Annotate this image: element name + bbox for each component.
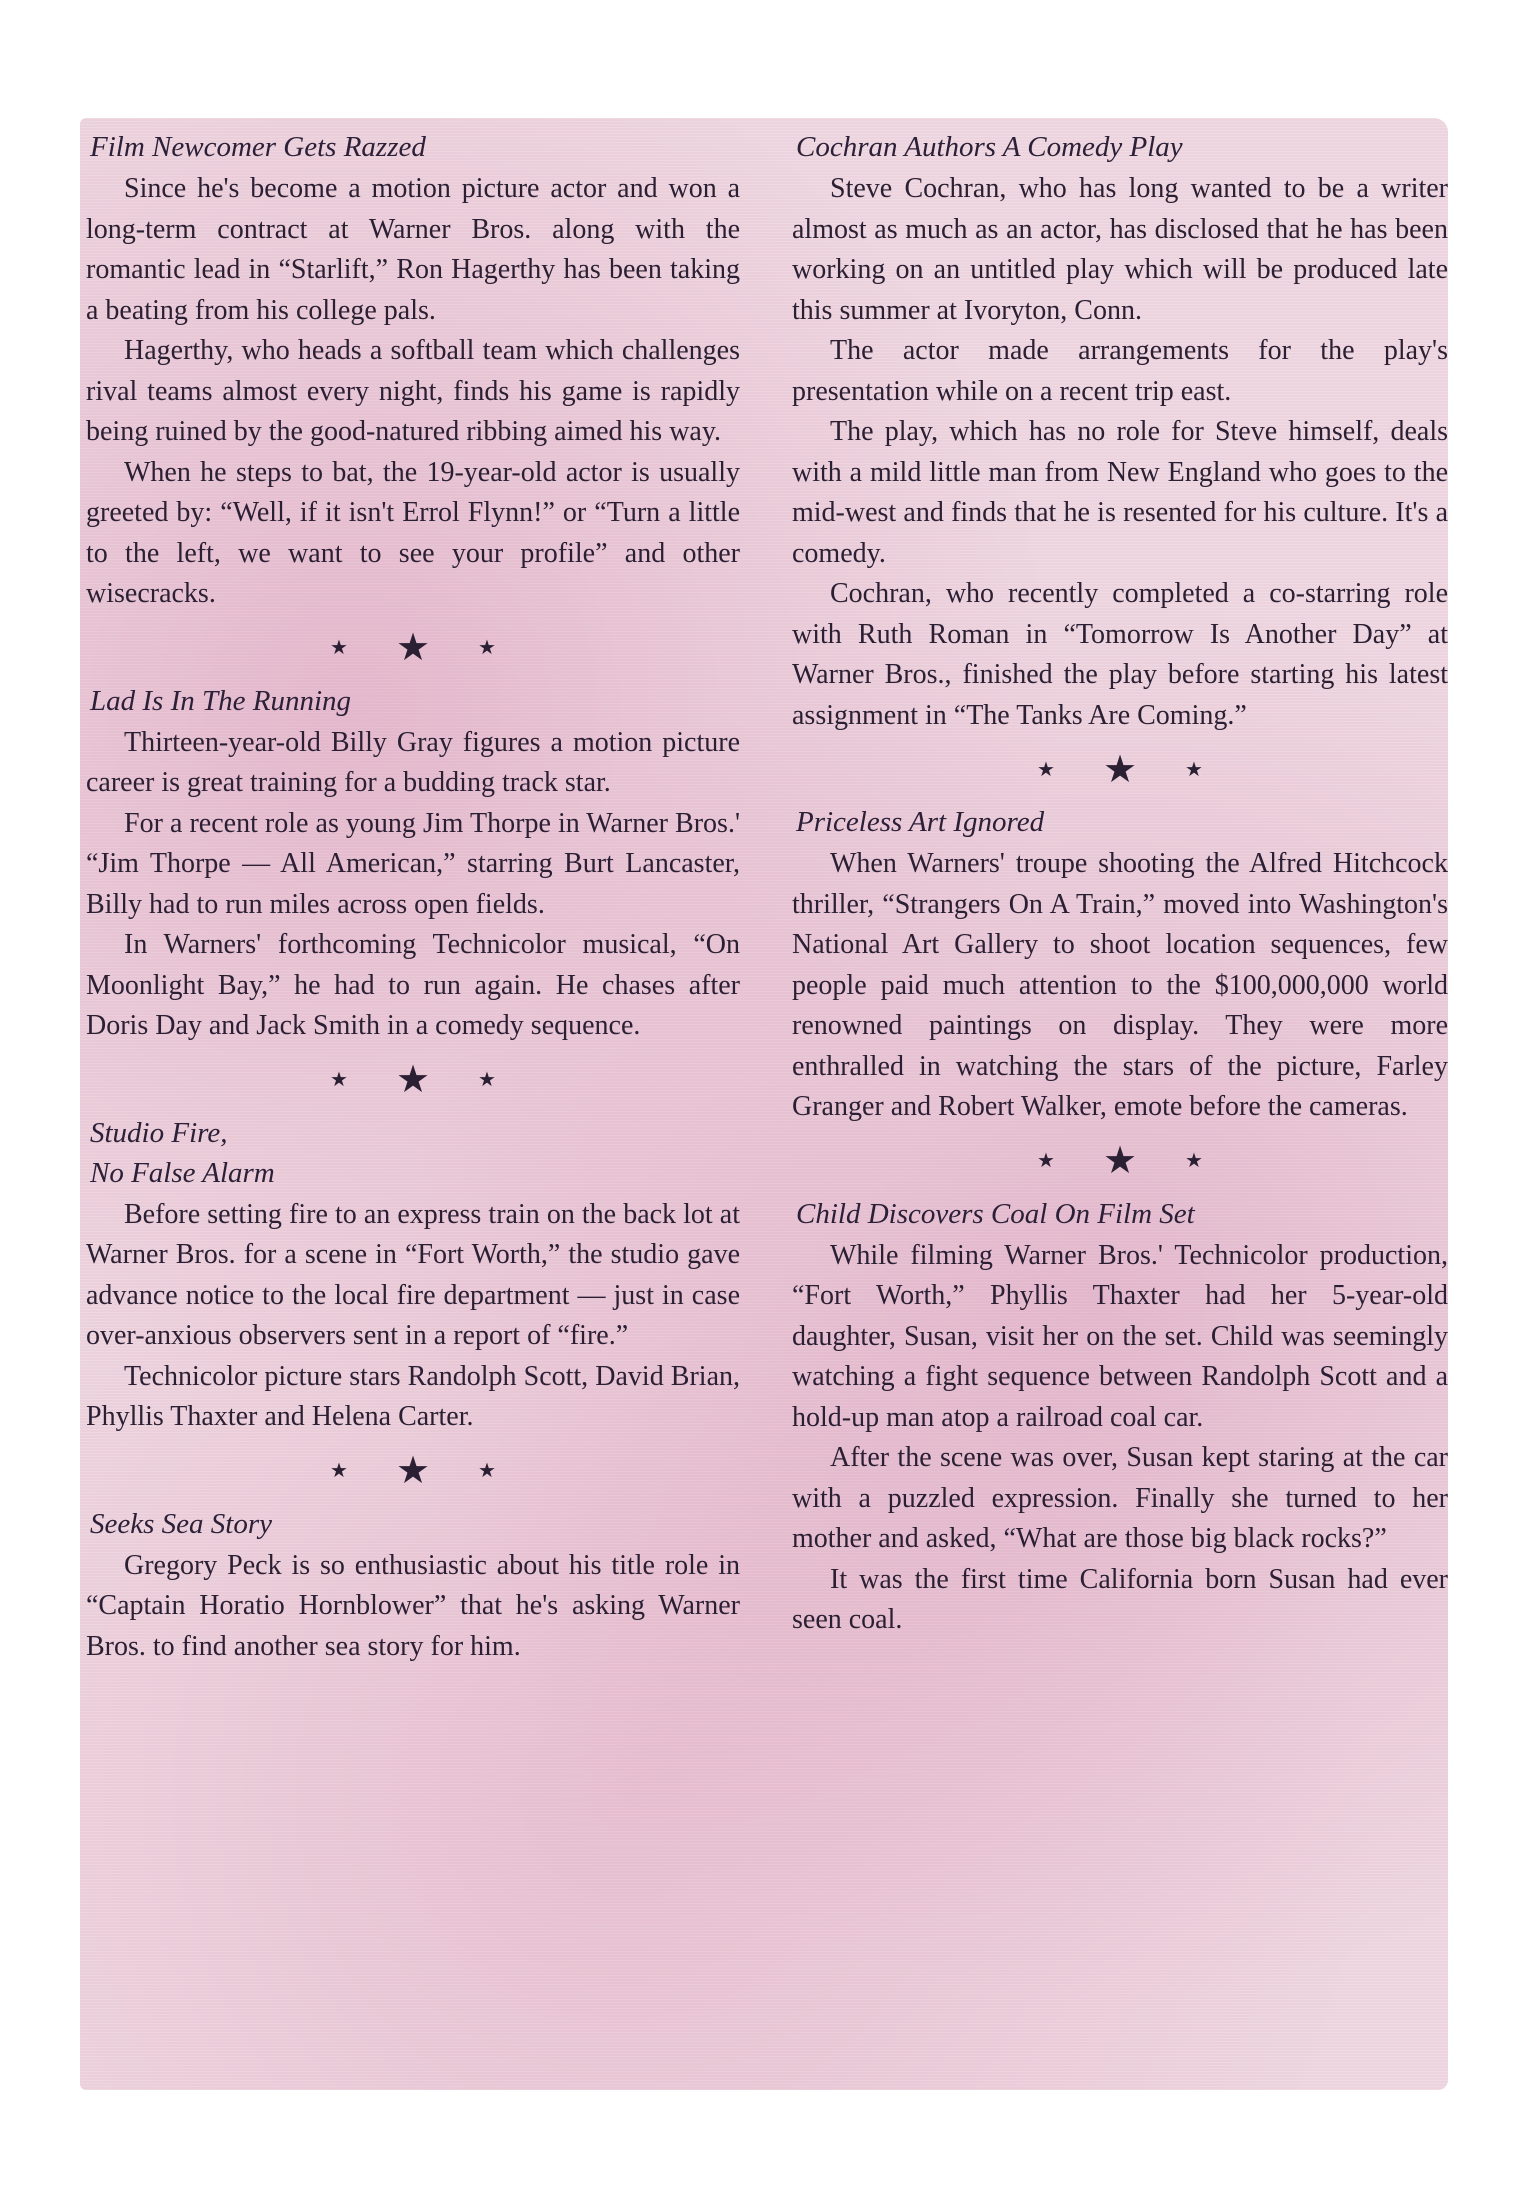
paragraph: Gregory Peck is so enthusiastic about his title role in “Captain Horatio Hornblower” that he's asking Warner Bros. to find another sea story for him. <box>86 1549 740 1662</box>
article-lad-running <box>86 681 740 1047</box>
small-star-icon: ★ <box>478 1458 496 1482</box>
large-star-icon: ★ <box>395 1448 431 1492</box>
headline: Film Newcomer Gets Razzed <box>90 131 426 163</box>
small-star-icon: ★ <box>478 635 496 659</box>
article-studio-fire <box>86 1113 740 1438</box>
paragraph: It was the first time California born Susan had ever seen coal. <box>792 1563 1448 1635</box>
headline-line-1: Studio Fire, <box>90 1116 228 1149</box>
paragraph: Technicolor picture stars Randolph Scott, David Brian, Phyllis Thaxter and Helena Carter. <box>86 1360 740 1432</box>
star-separator <box>86 1051 740 1107</box>
paragraph: While filming Warner Bros.' Technicolor production, “Fort Worth,” Phyllis Thaxter had her 5-year-old daughter, Susan, visit her on the set. Child was seemingly watching a fight sequence between Randolph Scott and a hold-up man atop a railroad coal car. <box>792 1239 1448 1433</box>
star-separator <box>792 740 1448 796</box>
headline: Seeks Sea Story <box>90 1507 272 1540</box>
small-star-icon: ★ <box>1185 756 1203 781</box>
paragraph: After the scene was over, Susan kept staring at the car with a puzzled expression. Finally she turned to her mother and asked, “What are those big black rocks?” <box>792 1442 1448 1554</box>
paragraph: Since he's become a motion picture actor and won a long-term contract at Warner Bros. along with the romantic lead in “Starlift,” Ron Hagerthy has been taking a beating from his college pals. <box>86 173 740 326</box>
article-priceless-art <box>792 802 1448 1128</box>
paragraph: For a recent role as young Jim Thorpe in Warner Bros.' “Jim Thorpe — All American,” starring Burt Lancaster, Billy had to run miles across open fields. <box>86 807 740 920</box>
paragraph: The actor made arrangements for the play's presentation while on a recent trip east. <box>792 335 1448 407</box>
large-star-icon: ★ <box>1102 746 1138 791</box>
small-star-icon: ★ <box>478 1067 496 1091</box>
star-separator <box>86 619 740 675</box>
small-star-icon: ★ <box>1185 1148 1203 1172</box>
paragraph: Thirteen-year-old Billy Gray figures a motion picture career is great training for a budding track star. <box>86 726 740 798</box>
small-star-icon: ★ <box>330 635 348 659</box>
headline-line-2: No False Alarm <box>90 1156 275 1189</box>
paragraph: Before setting fire to an express train on the back lot at Warner Bros. for a scene in “Fort Worth,” the studio gave advance notice to the local fire department — just in case over-anxious observers sent in a report of “fire.” <box>86 1198 740 1351</box>
small-star-icon: ★ <box>1037 756 1055 781</box>
paragraph: In Warners' forthcoming Technicolor musical, “On Moonlight Bay,” he had to run again. He chases after Doris Day and Jack Smith in a comedy sequence. <box>86 929 740 1041</box>
paragraph: When Warners' troupe shooting the Alfred Hitchcock thriller, “Strangers On A Train,” moved into Washington's National Art Gallery to shoot location sequences, few people paid much attention to the $100,000,000 world renowned paintings on display. They were more enthralled in watching the stars of the picture, Farley Granger and Robert Walker, emote before the cameras. <box>792 848 1448 1122</box>
article-sea-story <box>86 1504 740 1668</box>
article-film-newcomer <box>86 127 740 615</box>
paragraph: Hagerthy, who heads a softball team which challenges rival teams almost every night, finds his game is rapidly being ruined by the good-natured ribbing aimed his way. <box>86 335 740 447</box>
paragraph: Steve Cochran, who has long wanted to be a writer almost as much as an actor, has disclosed that he has been working on an untitled play which will be produced late this summer at Ivoryton, Conn. <box>792 173 1448 326</box>
headline: Lad Is In The Running <box>90 684 351 717</box>
star-separator <box>86 1442 740 1498</box>
left-column <box>86 127 740 1667</box>
headline: Priceless Art Ignored <box>796 806 1045 838</box>
headline: Cochran Authors A Comedy Play <box>796 131 1183 163</box>
paragraph: Cochran, who recently completed a co-starring role with Ruth Roman in “Tomorrow Is Another Day” at Warner Bros., finished the play before starting his latest assignment in “The Tanks Are Coming.” <box>792 578 1448 731</box>
article-child-coal <box>792 1194 1448 1641</box>
paragraph: When he steps to bat, the 19-year-old actor is usually greeted by: “Well, if it isn't Errol Flynn!” or “Turn a little to the left, we want to see your profile” and other wisecracks. <box>86 456 740 609</box>
headline: Child Discovers Coal On Film Set <box>796 1197 1195 1230</box>
small-star-icon: ★ <box>1037 1148 1055 1172</box>
small-star-icon: ★ <box>330 1458 348 1482</box>
large-star-icon: ★ <box>395 625 431 669</box>
large-star-icon: ★ <box>395 1057 431 1101</box>
article-cochran-play <box>792 127 1448 736</box>
small-star-icon: ★ <box>330 1067 348 1091</box>
paragraph: The play, which has no role for Steve himself, deals with a mild little man from New England who goes to the mid-west and finds that he is resented for his culture. It's a comedy. <box>792 416 1448 569</box>
right-column <box>792 127 1448 1641</box>
large-star-icon: ★ <box>1102 1138 1138 1182</box>
star-separator <box>792 1132 1448 1188</box>
